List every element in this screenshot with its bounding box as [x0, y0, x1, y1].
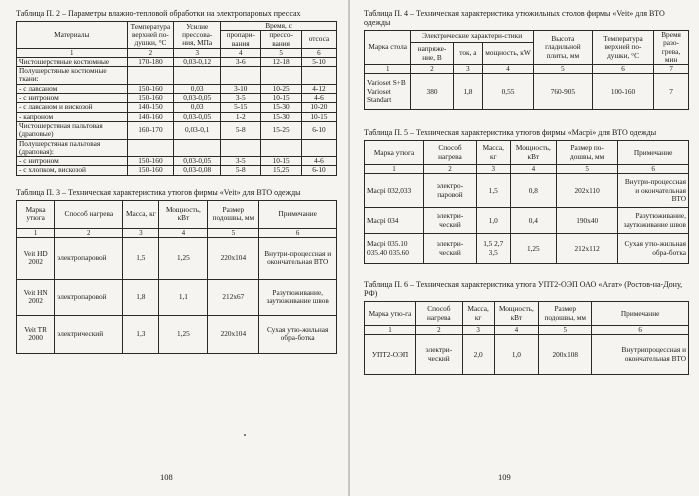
cell [174, 67, 221, 85]
cell: 10-15 [261, 157, 301, 166]
column-numbers-row [365, 326, 689, 335]
header-note: Примечание [592, 302, 689, 326]
header-sole-size: Размер подошвы, мм [539, 302, 592, 326]
column-number: 3 [453, 65, 483, 74]
cell: Разутюживание, заутюживание швов [618, 208, 689, 234]
table-row [365, 335, 689, 375]
page-number: 108 [160, 472, 173, 482]
cell: 150-160 [127, 166, 174, 175]
header-temperature: Температура верхней по-душки, °С [592, 31, 653, 65]
column-number: 4 [510, 165, 556, 174]
column-number: 6 [618, 165, 689, 174]
table-row [17, 139, 337, 157]
column-number: 1 [17, 228, 55, 237]
table6 [364, 301, 689, 375]
cell: Veit HN 2002 [17, 279, 55, 315]
header-note: Примечание [259, 200, 337, 228]
column-number: 5 [261, 48, 301, 57]
column-number: 5 [208, 228, 259, 237]
table6-caption: Таблица П. 6 – Техническая характеристика утюга УПТ2-ОЭП ОАО «Агат» (Ростов-на-Дону, РФ) [364, 280, 683, 299]
cell: 0,03-0,05 [174, 94, 221, 103]
cell: 1,1 [159, 279, 208, 315]
cell: Разутюживание, заутюживание швов [259, 279, 337, 315]
column-number: 3 [476, 165, 510, 174]
column-number: 2 [415, 326, 462, 335]
cell: 15-25 [261, 121, 301, 139]
cell: 0,03-0,05 [174, 112, 221, 121]
column-number: 1 [365, 165, 424, 174]
cell: 4-12 [301, 84, 336, 93]
cell: 220х104 [208, 237, 259, 279]
column-number: 6 [592, 326, 689, 335]
cell: 5-15 [221, 103, 261, 112]
cell: 100-160 [592, 74, 653, 110]
table2 [16, 21, 337, 176]
cell [261, 139, 301, 157]
cell: 6-10 [301, 166, 336, 175]
table4-caption: Таблица П. 4 – Техническая характеристика утюжильных столов фирмы «Veit» для ВТО одежды [364, 9, 665, 27]
header-brand: Марка утюга [365, 141, 424, 165]
cell: - с нитроном [17, 94, 128, 103]
cell: 7 [654, 74, 689, 110]
column-number: 6 [301, 48, 336, 57]
header-mass: Масса, кг [123, 200, 159, 228]
header-brand: Марка утюга [17, 200, 55, 228]
cell: 5-8 [221, 121, 261, 139]
page-number: 109 [498, 472, 511, 482]
cell: 0,03-0,12 [174, 57, 221, 66]
header-power: Мощность, кВт [159, 200, 208, 228]
table5 [364, 140, 689, 264]
cell: 140-150 [127, 103, 174, 112]
header-suction: отсоса [301, 31, 336, 49]
header-note: Примечание [618, 141, 689, 165]
column-number: 6 [259, 228, 337, 237]
table4 [364, 30, 689, 110]
column-number: 1 [365, 65, 411, 74]
cell: 6-10 [301, 121, 336, 139]
column-number: 7 [654, 65, 689, 74]
cell [221, 67, 261, 85]
cell: электри-ческий [415, 335, 462, 375]
cell: 160-170 [127, 121, 174, 139]
header-temperature: Температура верхней по-душки, °С [127, 22, 174, 49]
cell: 3-10 [221, 84, 261, 93]
cell: 1,5 [476, 174, 510, 208]
cell: 1,25 [159, 237, 208, 279]
table3-caption: Таблица П. 3 – Техническая характеристика утюгов фирмы «Veit» для ВТО одежды [16, 187, 301, 197]
cell: 220х104 [208, 315, 259, 353]
cell: 5-10 [301, 57, 336, 66]
cell: - с лавсаном [17, 84, 128, 93]
cell: Macpi 032,033 [365, 174, 424, 208]
header-heating: Способ нагрева [424, 141, 477, 165]
header-mass: Масса, кг [462, 302, 494, 326]
cell [261, 67, 301, 85]
header-height: Высота гладильной плиты, мм [533, 31, 592, 65]
header-pressing: прессо-вания [261, 31, 301, 49]
cell: электрический [55, 315, 123, 353]
cell: - с хлопком, вискозой [17, 166, 128, 175]
header-material: Материалы [17, 22, 128, 49]
cell: 0,03 [174, 103, 221, 112]
cell: 202х110 [557, 174, 618, 208]
cell [174, 139, 221, 157]
cell: Сухая утю-жильная обра-ботка [259, 315, 337, 353]
table-row [365, 208, 689, 234]
cell: 3-6 [221, 57, 261, 66]
cell: УПТ2-ОЭП [365, 335, 416, 375]
cell: 150-160 [127, 84, 174, 93]
table-row [365, 234, 689, 264]
cell: 1-2 [221, 112, 261, 121]
cell: 12-18 [261, 57, 301, 66]
table-row [17, 67, 337, 85]
cell: 2,0 [462, 335, 494, 375]
cell: 0,03 [174, 84, 221, 93]
column-number: 2 [411, 65, 453, 74]
cell: Сухая утю-жильная обра-ботка [618, 234, 689, 264]
header-electrical: Электрические характери-стики [411, 31, 533, 43]
column-numbers-row [17, 228, 337, 237]
cell: 0,55 [483, 74, 534, 110]
cell: - с нитроном [17, 157, 128, 166]
cell [221, 139, 261, 157]
header-steaming: пропари-вания [221, 31, 261, 49]
column-number: 5 [533, 65, 592, 74]
cell: электропаровой [55, 237, 123, 279]
column-number: 2 [127, 48, 174, 57]
cell [301, 139, 336, 157]
cell: 150-160 [127, 94, 174, 103]
cell: - с лавсаном и вискозой [17, 103, 128, 112]
header-force: Усилие прессова-ния, МПа [174, 22, 221, 49]
cell: Veit TR 2000 [17, 315, 55, 353]
table-row [17, 315, 337, 353]
cell [127, 139, 174, 157]
cell: 1,25 [510, 234, 556, 264]
cell: 1,0 [476, 208, 510, 234]
cell: Varioset S+B Varioset Standart [365, 74, 411, 110]
cell: 10-15 [301, 112, 336, 121]
cell: Полушерстяная пальтовая (драповая): [17, 139, 128, 157]
cell: 0,03-0,05 [174, 157, 221, 166]
cell: 10-15 [261, 94, 301, 103]
header-power: Мощность, кВт [494, 302, 539, 326]
cell: Внутри-процессная и окончательная ВТО [259, 237, 337, 279]
cell: 10-20 [301, 103, 336, 112]
column-number: 2 [55, 228, 123, 237]
cell: 0,03-0,08 [174, 166, 221, 175]
column-number: 2 [424, 165, 477, 174]
cell: Чистошерстяные костюмные [17, 57, 128, 66]
header-current: ток, а [453, 42, 483, 64]
column-number: 4 [221, 48, 261, 57]
cell: Чистошерстяная пальтовая (драповые) [17, 121, 128, 139]
column-numbers-row [365, 165, 689, 174]
table-row [17, 166, 337, 175]
column-number: 1 [365, 326, 416, 335]
table-row [17, 237, 337, 279]
cell: электропаровой [55, 279, 123, 315]
cell: 15-30 [261, 112, 301, 121]
cell: 150-160 [127, 157, 174, 166]
cell: Veit HD 2002 [17, 237, 55, 279]
cell: 10-25 [261, 84, 301, 93]
cell: Macpi 035.10 035.40 035.60 [365, 234, 424, 264]
column-number: 4 [494, 326, 539, 335]
cell: 760-905 [533, 74, 592, 110]
column-number: 6 [592, 65, 653, 74]
cell: 0,8 [510, 174, 556, 208]
header-power: Мощность, кВт [510, 141, 556, 165]
column-number: 3 [462, 326, 494, 335]
header-sole-size: Размер по-дошвы, мм [557, 141, 618, 165]
cell: Macpi 034 [365, 208, 424, 234]
cell: Внутрипроцессная и окончательная ВТО [592, 335, 689, 375]
column-number: 4 [483, 65, 534, 74]
column-number: 3 [123, 228, 159, 237]
header-power: мощность, кW [483, 42, 534, 64]
cell: 190х40 [557, 208, 618, 234]
header-brand: Марка утю-га [365, 302, 416, 326]
cell [301, 67, 336, 85]
cell: 1,8 [453, 74, 483, 110]
cell: 0,03-0,1 [174, 121, 221, 139]
cell: 380 [411, 74, 453, 110]
cell: 3-5 [221, 94, 261, 103]
header-time: Время, с [221, 22, 337, 31]
cell: Внутри-процессная и окончательная ВТО [618, 174, 689, 208]
cell: 1,5 [123, 237, 159, 279]
table-row [17, 121, 337, 139]
print-speck [244, 434, 246, 436]
header-voltage: напряже-ние, В [411, 42, 453, 64]
column-number: 3 [174, 48, 221, 57]
header-heat-time: Время разо-грева, мин [654, 31, 689, 65]
cell: 140-160 [127, 112, 174, 121]
cell: 1,0 [494, 335, 539, 375]
column-number: 1 [17, 48, 128, 57]
table2-caption: Таблица П. 2 – Параметры влажно-тепловой обработки на электропаровых прессах [16, 9, 301, 18]
header-brand: Марка стола [365, 31, 411, 65]
column-numbers-row [365, 65, 689, 74]
table-row [17, 279, 337, 315]
header-heating: Способ нагрева [55, 200, 123, 228]
table3 [16, 200, 337, 354]
cell: 1,5 2,7 3,5 [476, 234, 510, 264]
cell: 3-5 [221, 157, 261, 166]
cell: 170-180 [127, 57, 174, 66]
cell: 4-6 [301, 94, 336, 103]
column-number: 4 [159, 228, 208, 237]
table5-caption: Таблица П. 5 – Техническая характеристика утюгов фирмы «Macpi» для ВТО одежды [364, 128, 657, 138]
header-mass: Масса, кг [476, 141, 510, 165]
table-row [17, 103, 337, 112]
column-number: 5 [557, 165, 618, 174]
right-page [350, 0, 699, 496]
header-heating: Способ нагрева [415, 302, 462, 326]
cell [127, 67, 174, 85]
cell: 4-6 [301, 157, 336, 166]
cell: 0,4 [510, 208, 556, 234]
left-page [0, 0, 349, 496]
cell: электри-ческий [424, 234, 477, 264]
cell: 212х67 [208, 279, 259, 315]
cell: - капроном [17, 112, 128, 121]
cell: 15-30 [261, 103, 301, 112]
table-row [365, 174, 689, 208]
cell: 1,3 [123, 315, 159, 353]
cell: 200х108 [539, 335, 592, 375]
header-sole-size: Размер подошвы, мм [208, 200, 259, 228]
cell: 15,25 [261, 166, 301, 175]
table-row [365, 74, 689, 110]
cell: электри-ческий [424, 208, 477, 234]
cell: 1,25 [159, 315, 208, 353]
cell: Полушерстяные костюмные ткани: [17, 67, 128, 85]
cell: электро-паровой [424, 174, 477, 208]
column-number: 5 [539, 326, 592, 335]
cell: 5-8 [221, 166, 261, 175]
cell: 212х112 [557, 234, 618, 264]
cell: 1,8 [123, 279, 159, 315]
